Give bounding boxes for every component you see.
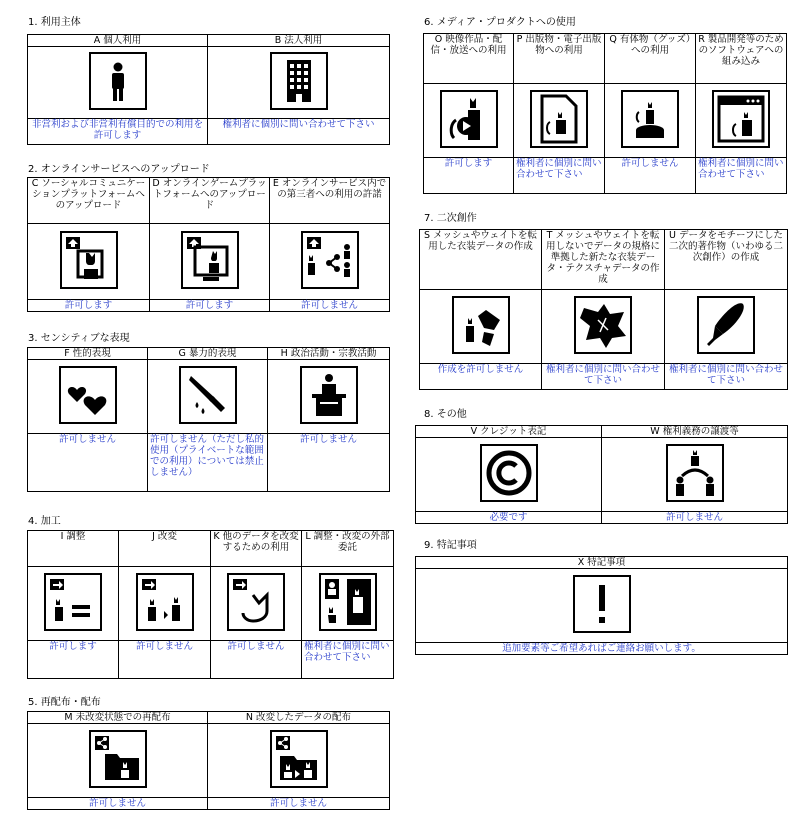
section-7-title: 7. 二次創作 <box>424 213 477 224</box>
status-n: 許可しません <box>208 798 390 810</box>
section-2-table <box>27 177 390 312</box>
status-a: 非営利および非営利有償目的での利用を許可します <box>28 119 208 145</box>
status-i: 許可します <box>28 641 119 679</box>
third-party-share-icon <box>301 231 359 289</box>
section-4-table <box>27 530 394 679</box>
share-folder-icon <box>89 730 147 788</box>
section-4-title: 4. 加工 <box>28 516 61 527</box>
social-upload-icon <box>60 231 118 289</box>
exclamation-icon <box>573 575 631 633</box>
cat-outfit-icon <box>452 296 510 354</box>
section-9-table <box>415 556 788 655</box>
status-f: 許可しません <box>28 434 148 492</box>
fabric-icon <box>574 296 632 354</box>
status-u: 権利者に個別に問い合わせて下さい <box>665 364 788 390</box>
header-e: E オンラインサービス内での第三者への利用の許諾 <box>270 178 390 224</box>
section-3-table <box>27 347 390 492</box>
status-d: 許可します <box>150 300 270 312</box>
header-m: M 未改変状態での再配布 <box>28 712 208 724</box>
status-s: 作成を許可しません <box>420 364 542 390</box>
header-q: Q 有体物（グッズ）への利用 <box>605 34 696 84</box>
section-8-title: 8. その他 <box>424 409 467 420</box>
status-o: 許可します <box>424 158 514 194</box>
copyright-icon <box>480 444 538 502</box>
status-t: 権利者に個別に問い合わせて下さい <box>542 364 665 390</box>
header-s: S メッシュやウェイトを転用した衣装データの作成 <box>420 230 542 290</box>
header-t: T メッシュやウェイトを転用しないでデータの規格に準拠した新たな衣装データ・テクスチャデータの作成 <box>542 230 665 290</box>
status-p: 権利者に個別に問い合わせて下さい <box>514 158 605 194</box>
status-m: 許可しません <box>28 798 208 810</box>
status-b: 権利者に個別に問い合わせて下さい <box>208 119 390 145</box>
header-c: C ソーシャルコミュニケーションプラットフォームへのアップロード <box>28 178 150 224</box>
pen-nib-icon <box>697 296 755 354</box>
status-k: 許可しません <box>211 641 302 679</box>
header-a: A 個人利用 <box>28 35 208 47</box>
section-5-title: 5. 再配布・配布 <box>28 697 101 708</box>
header-d: D オンラインゲームプラットフォームへのアップロード <box>150 178 270 224</box>
header-x: X 特記事項 <box>416 557 788 569</box>
status-v: 必要です <box>416 512 602 524</box>
header-o: O 映像作品・配信・放送への利用 <box>424 34 514 84</box>
modify-cats-icon <box>136 573 194 631</box>
status-l: 権利者に個別に問い合わせて下さい <box>302 641 394 679</box>
adjust-equal-icon <box>44 573 102 631</box>
header-p: P 出版物・電子出版物への利用 <box>514 34 605 84</box>
section-6-table <box>423 33 787 194</box>
header-g: G 暴力的表現 <box>148 348 268 360</box>
video-cat-icon <box>440 90 498 148</box>
section-9-title: 9. 特記事項 <box>424 540 477 551</box>
podium-speaker-icon <box>300 366 358 424</box>
header-l: L 調整・改変の外部委託 <box>302 531 394 567</box>
section-3-title: 3. センシティブな表現 <box>28 333 130 344</box>
header-v: V クレジット表記 <box>416 426 602 438</box>
knife-blood-icon <box>179 366 237 424</box>
hearts-icon <box>59 366 117 424</box>
section-7-table <box>419 229 788 390</box>
header-f: F 性的表現 <box>28 348 148 360</box>
header-n: N 改変したデータの配布 <box>208 712 390 724</box>
status-r: 権利者に個別に問い合わせて下さい <box>696 158 787 194</box>
status-h: 許可しません <box>268 434 390 492</box>
status-q: 許可しません <box>605 158 696 194</box>
section-6-title: 6. メディア・プロダクトへの使用 <box>424 17 576 28</box>
status-j: 許可しません <box>119 641 211 679</box>
header-b: B 法人利用 <box>208 35 390 47</box>
header-h: H 政治活動・宗教活動 <box>268 348 390 360</box>
header-r: R 製品開発等のためのソフトウェアへの組み込み <box>696 34 787 84</box>
document-cat-icon <box>530 90 588 148</box>
transfer-people-icon <box>666 444 724 502</box>
header-k: K 他のデータを改変するための利用 <box>211 531 302 567</box>
game-upload-icon <box>181 231 239 289</box>
derive-cat-icon <box>227 573 285 631</box>
header-w: W 権利義務の譲渡等 <box>602 426 788 438</box>
section-2-title: 2. オンラインサービスへのアップロード <box>28 164 210 175</box>
status-g: 許可しません（ただし私的使用（プライベートな範囲での利用）については禁止しません） <box>148 434 268 492</box>
figure-cat-icon <box>621 90 679 148</box>
software-window-cat-icon <box>712 90 770 148</box>
status-x: 追加要素等ご希望あればご連絡お願いします。 <box>416 643 788 655</box>
building-icon <box>270 52 328 110</box>
section-1-title: 1. 利用主体 <box>28 17 81 28</box>
status-c: 許可します <box>28 300 150 312</box>
section-5-table <box>27 711 390 810</box>
header-i: I 調整 <box>28 531 119 567</box>
status-w: 許可しません <box>602 512 788 524</box>
header-j: J 改変 <box>119 531 211 567</box>
person-icon <box>89 52 147 110</box>
status-e: 許可しません <box>270 300 390 312</box>
outsource-icon <box>319 573 377 631</box>
share-modified-icon <box>270 730 328 788</box>
header-u: U データをモチーフにした二次的著作物（いわゆる二次創作）の作成 <box>665 230 788 290</box>
section-1-table <box>27 34 390 145</box>
section-8-table <box>415 425 788 524</box>
